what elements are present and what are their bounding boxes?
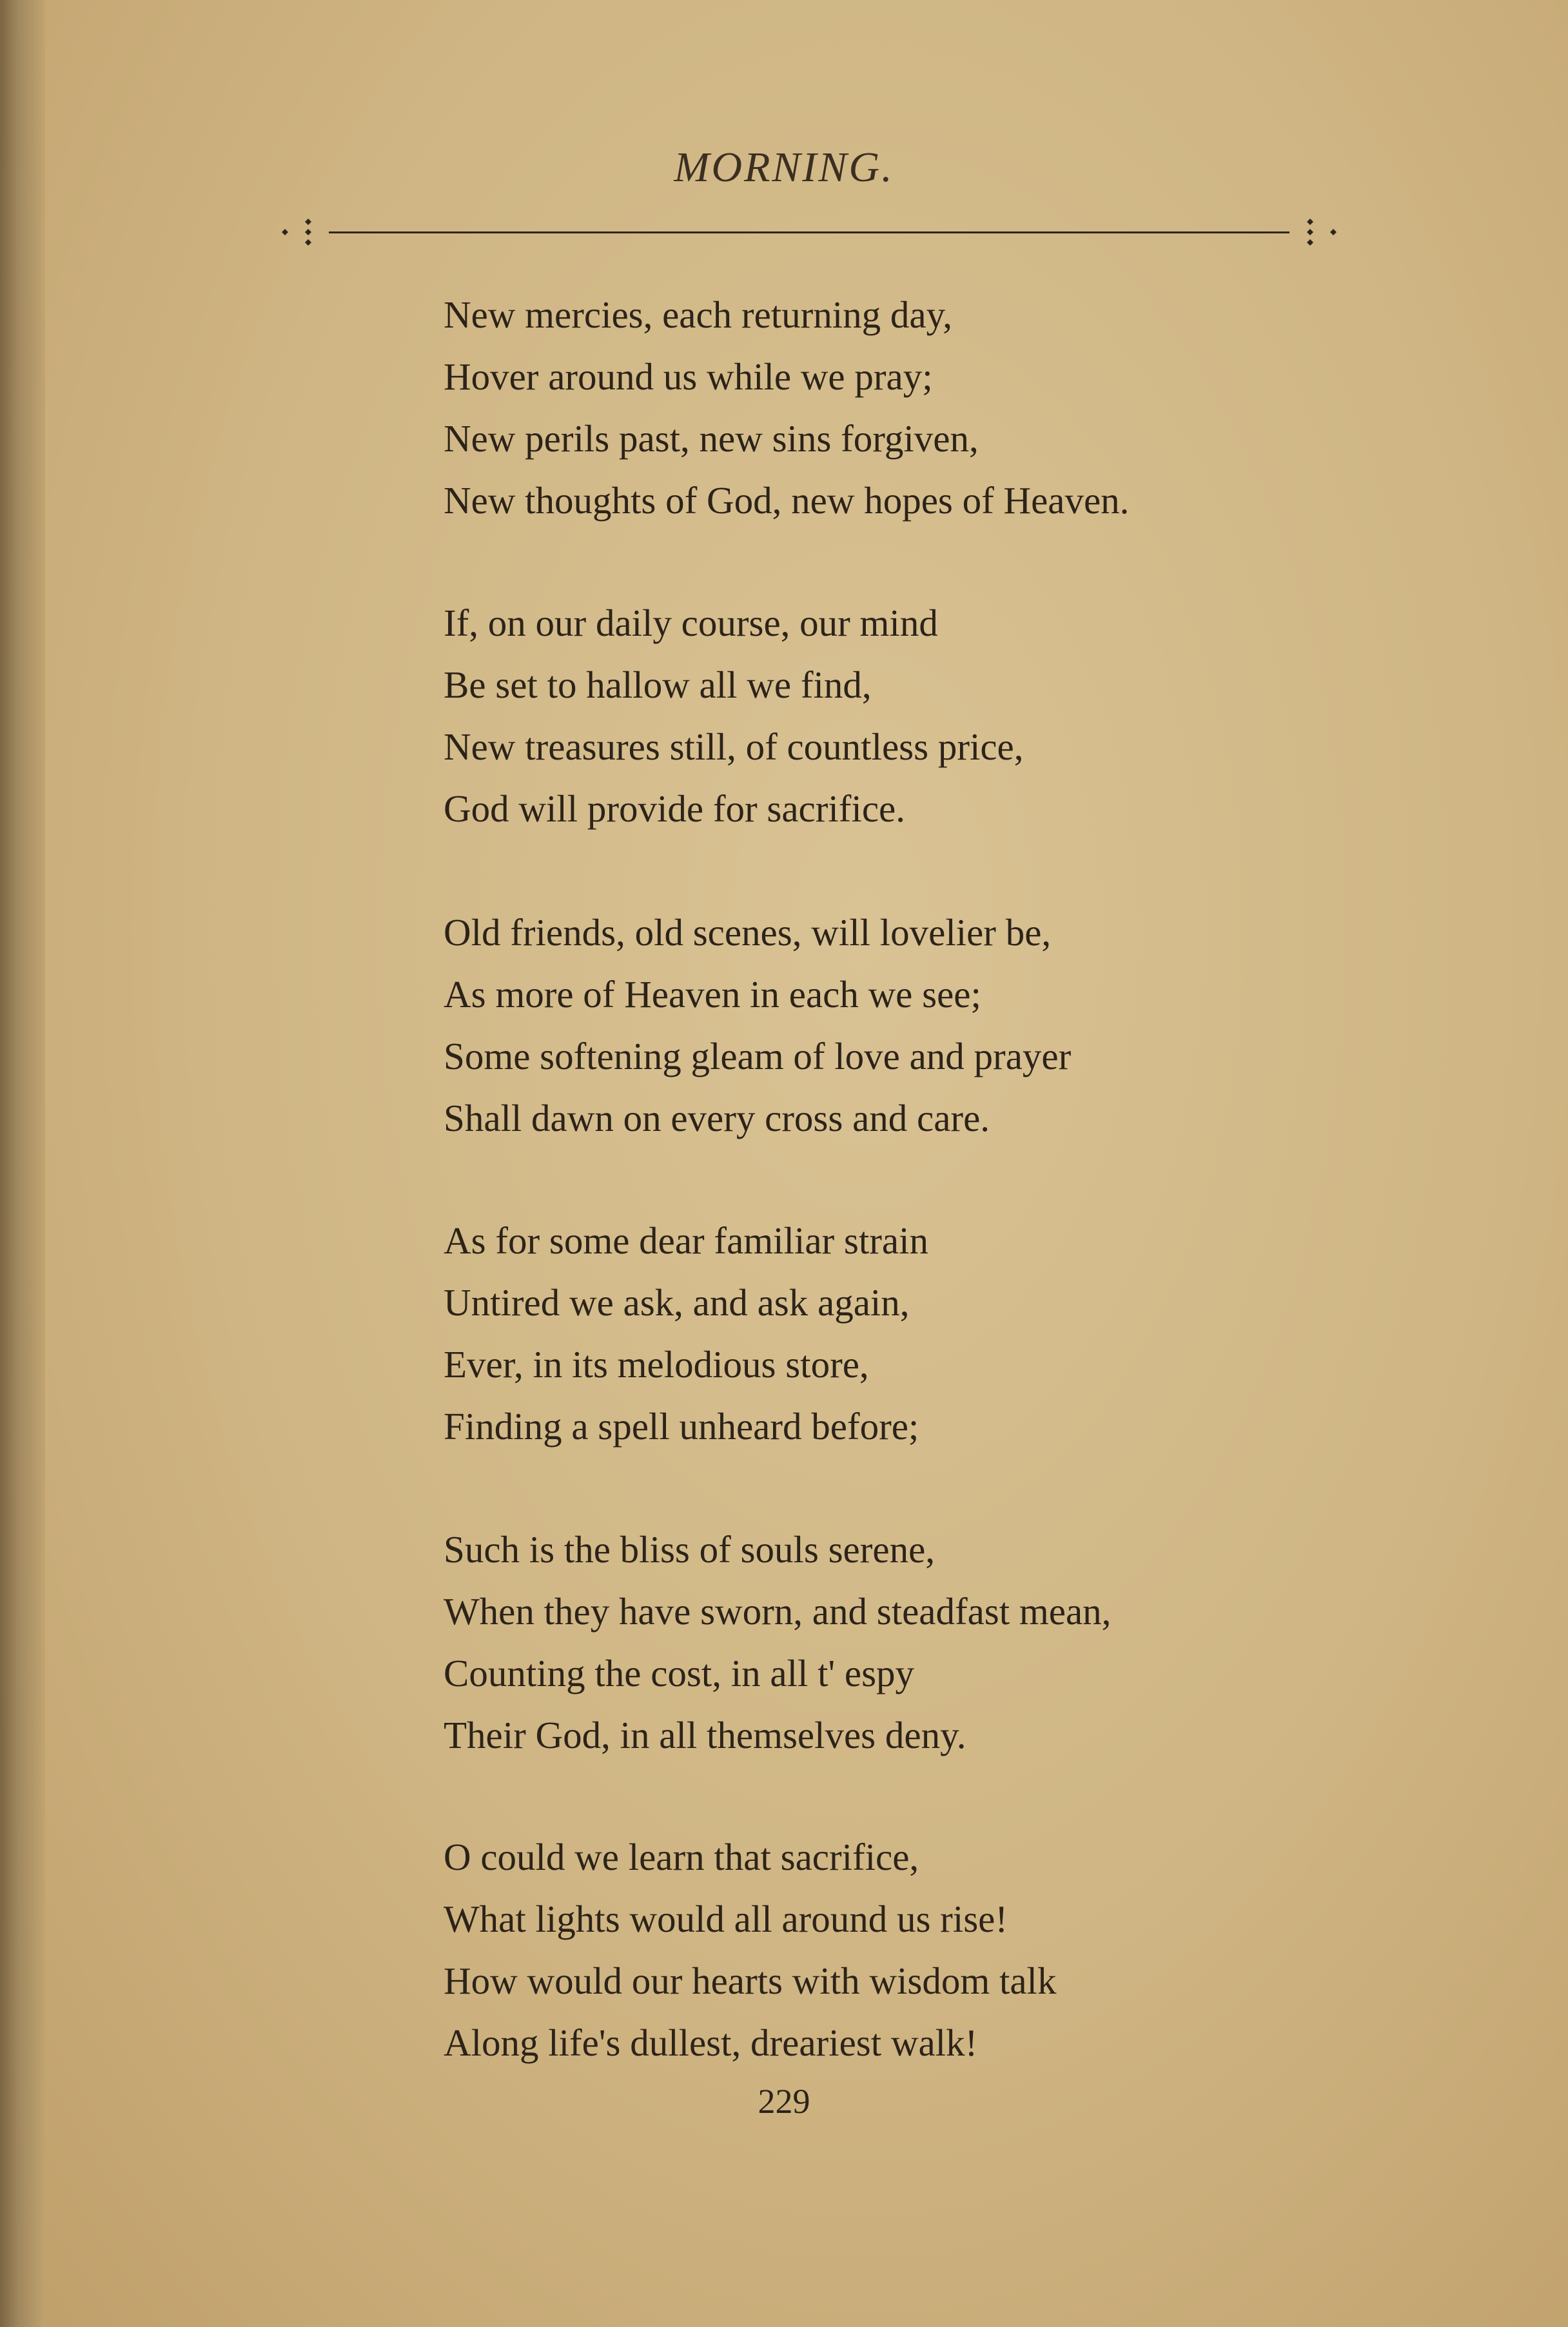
verse-line: New treasures still, of countless price,: [444, 725, 1024, 768]
verse-line: Such is the bliss of souls serene,: [444, 1528, 936, 1571]
verse-line: New perils past, new sins forgiven,: [444, 417, 979, 460]
verse-line: Counting the cost, in all t' espy: [444, 1652, 915, 1694]
stanza-5: [444, 1518, 1411, 1766]
verse-line: New mercies, each returning day,: [444, 293, 953, 336]
verse-line: If, on our daily course, our mind: [444, 602, 938, 644]
verse-line: Untired we ask, and ask again,: [444, 1281, 910, 1324]
verse-line: What lights would all around us rise!: [444, 1898, 1008, 1940]
verse-line: Be set to hallow all we find,: [444, 663, 872, 706]
running-header-title: MORNING.: [674, 144, 894, 191]
verse-line: As for some dear familiar strain: [444, 1219, 928, 1262]
verse-line: Their God, in all themselves deny.: [444, 1714, 966, 1756]
horizontal-rule: [329, 231, 1289, 233]
page-number: 229: [758, 2082, 810, 2121]
stanza-2: [444, 592, 1411, 839]
verse-line: Finding a spell unheard before;: [444, 1405, 919, 1448]
stanza-3: [444, 901, 1411, 1149]
stanza-4: [444, 1210, 1411, 1457]
verse-line: New thoughts of God, new hopes of Heaven.: [444, 479, 1130, 522]
verse-line: When they have sworn, and steadfast mean,: [444, 1590, 1112, 1633]
diamond-ornament-icon: [274, 213, 326, 251]
verse-line: How would our hearts with wisdom talk: [444, 1959, 1057, 2002]
verse-line: Some softening gleam of love and prayer: [444, 1035, 1072, 1077]
verse-line: O could we learn that sacrifice,: [444, 1836, 919, 1878]
stanza-1: [444, 284, 1411, 531]
verse-line: Hover around us while we pray;: [444, 355, 933, 398]
verse-line: As more of Heaven in each we see;: [444, 973, 981, 1016]
header-rule: [274, 206, 1344, 245]
verse-line: Shall dawn on every cross and care.: [444, 1097, 990, 1139]
stanza-6: [444, 1826, 1411, 2074]
diamond-ornament-icon: [1293, 213, 1344, 251]
verse-line: Old friends, old scenes, will lovelier be,: [444, 911, 1052, 954]
verse-line: Ever, in its melodious store,: [444, 1343, 869, 1386]
page-binding-edge: [0, 0, 45, 2327]
verse-line: God will provide for sacrifice.: [444, 787, 905, 830]
verse-line: Along life's dullest, dreariest walk!: [444, 2021, 978, 2064]
